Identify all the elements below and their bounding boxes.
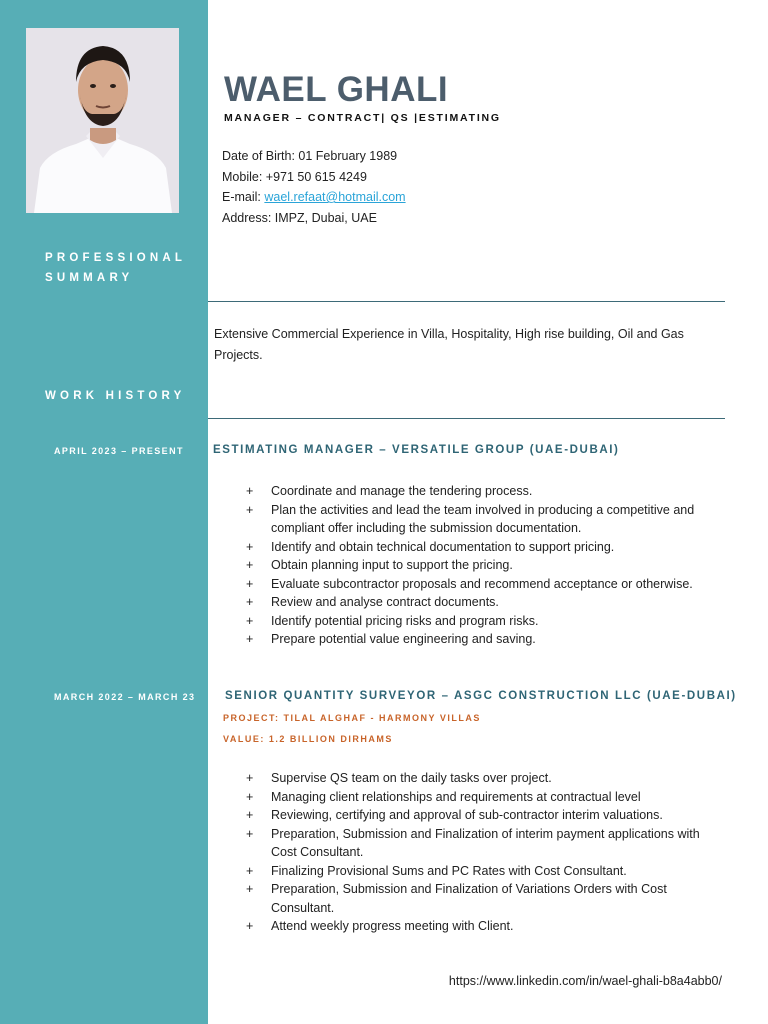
- list-item: + Obtain planning input to support the pricing.: [246, 556, 726, 575]
- heading-line-2: SUMMARY: [45, 272, 134, 284]
- list-item: + Managing client relationships and requirements at contractual level: [246, 788, 726, 807]
- project-value: VALUE: 1.2 BILLION DIRHAMS: [223, 734, 393, 744]
- plus-icon: +: [246, 595, 254, 609]
- list-item: + Preparation, Submission and Finalization of Variations Orders with Cost Consultant.: [246, 882, 667, 915]
- plus-icon: +: [246, 613, 254, 628]
- list-item: + Supervise QS team on the daily tasks over project.: [246, 769, 726, 788]
- mobile-number: Mobile: +971 50 615 4249: [222, 169, 367, 184]
- section-divider: [208, 301, 725, 302]
- plus-icon: +: [246, 558, 254, 572]
- heading-line-1: PROFESSIONAL: [45, 252, 187, 264]
- list-item: + Coordinate and manage the tendering process.: [246, 482, 726, 501]
- list-item: + Reviewing, certifying and approval of sub-contractor interim valuations.: [246, 806, 726, 825]
- plus-icon: +: [246, 484, 254, 498]
- plus-icon: +: [246, 919, 254, 933]
- list-item: + Prepare potential value engineering and saving.: [246, 630, 726, 649]
- list-item: + Review and analyse contract documents.: [246, 593, 726, 612]
- list-item: + Attend weekly progress meeting with Client.: [246, 917, 726, 936]
- plus-icon: +: [246, 808, 254, 822]
- profile-photo: [26, 28, 179, 213]
- plus-icon: +: [246, 826, 254, 841]
- email-row: [222, 187, 406, 208]
- heading-line: WORK HISTORY: [45, 390, 186, 402]
- plus-icon: +: [246, 632, 254, 646]
- project-name: PROJECT: TILAL ALGHAF - HARMONY VILLAS: [223, 713, 481, 723]
- email-label: E-mail:: [222, 190, 265, 204]
- section-divider: [208, 418, 725, 419]
- summary-text: Extensive Commercial Experience in Villa, Hospitality, High rise building, Oil and Gas Projects.: [214, 327, 684, 362]
- plus-icon: +: [246, 576, 254, 591]
- plus-icon: +: [246, 771, 254, 785]
- list-item: + Identify and obtain technical documentation to support pricing.: [246, 538, 726, 557]
- plus-icon: +: [246, 502, 254, 517]
- date-of-birth: Date of Birth: 01 February 1989: [222, 149, 398, 163]
- contact-block: [222, 146, 406, 228]
- work-history-heading: [45, 386, 186, 406]
- plus-icon: +: [246, 882, 254, 896]
- professional-summary-heading: [45, 248, 186, 288]
- portrait-image: [26, 28, 179, 213]
- list-item: + Identify potential pricing risks and program risks.: [246, 612, 726, 631]
- job-responsibilities: [246, 482, 726, 649]
- candidate-name: WAEL GHALI: [224, 70, 449, 109]
- plus-icon: +: [246, 863, 254, 878]
- list-item: + Preparation, Submission and Finalization of interim payment applications with Cost Consultant.: [246, 826, 700, 859]
- linkedin-url[interactable]: https://www.linkedin.com/in/wael-ghali-b8a4abb0/: [448, 974, 722, 988]
- email-link[interactable]: wael.refaat@hotmail.com: [264, 190, 406, 204]
- job-title: SENIOR QUANTITY SURVEYOR – ASGC CONSTRUCTION LLC (UAE-DUBAI): [225, 690, 737, 702]
- job-dates: MARCH 2022 – MARCH 23: [54, 692, 196, 702]
- address: Address: IMPZ, Dubai, UAE: [222, 210, 377, 225]
- list-item: + Evaluate subcontractor proposals and recommend acceptance or otherwise.: [246, 575, 726, 594]
- list-item: + Plan the activities and lead the team involved in producing a competitive and compliant offer including the submission documentation.: [246, 502, 695, 535]
- job-subtitle: MANAGER – CONTRACT| QS |ESTIMATING: [224, 112, 501, 124]
- job-dates: APRIL 2023 – PRESENT: [54, 446, 184, 456]
- list-item: + Finalizing Provisional Sums and PC Rates with Cost Consultant.: [246, 862, 726, 881]
- job-title: ESTIMATING MANAGER – VERSATILE GROUP (UAE-DUBAI): [213, 444, 620, 456]
- plus-icon: +: [246, 789, 254, 804]
- plus-icon: +: [246, 539, 254, 554]
- job-responsibilities: [246, 769, 726, 936]
